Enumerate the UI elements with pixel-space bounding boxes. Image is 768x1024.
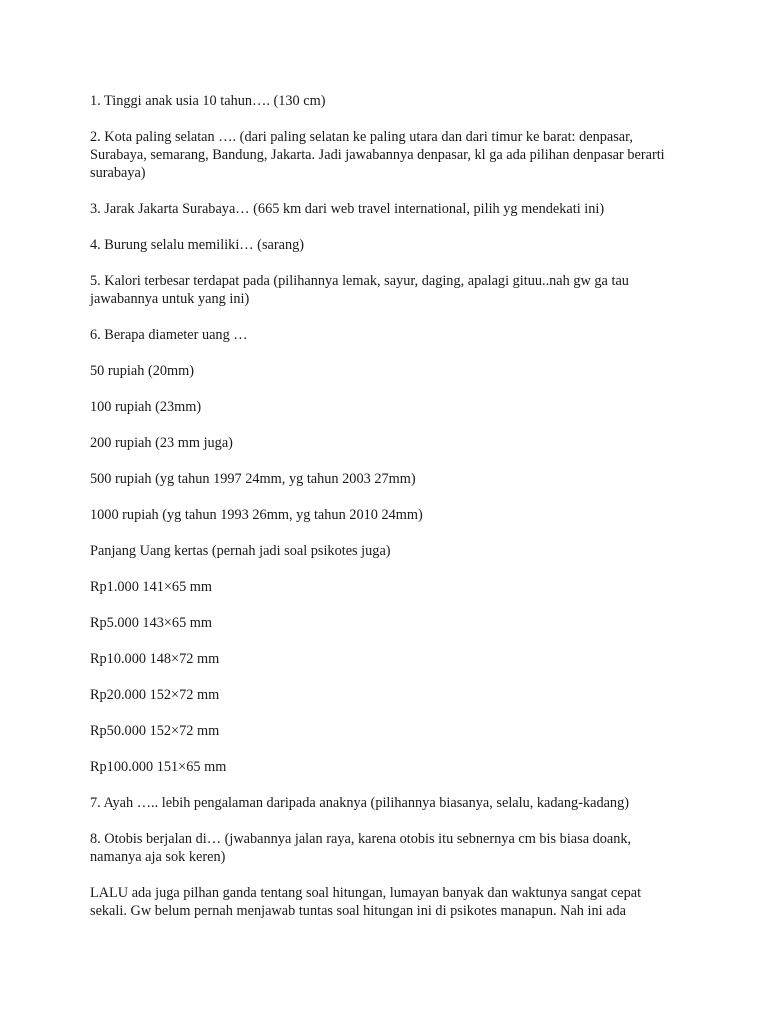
banknote-size-1000: Rp1.000 141×65 mm <box>90 579 213 595</box>
paragraph-question-8: 8. Otobis berjalan di… (jwabannya jalan raya, karena otobis itu sebnernya cm bis biasa doank, namanya aja sok keren) <box>90 831 632 865</box>
banknote-size-20000: Rp20.000 152×72 mm <box>90 687 220 703</box>
coin-diameter-500: 500 rupiah (yg tahun 1997 24mm, yg tahun 2003 27mm) <box>90 471 416 487</box>
paragraph-question-5: 5. Kalori terbesar terdapat pada (pilihannya lemak, sayur, daging, apalagi gituu..nah gw ga tau jawabannya untuk yang ini) <box>90 273 629 307</box>
paragraph-question-4: 4. Burung selalu memiliki… (sarang) <box>90 237 305 253</box>
coin-diameter-50: 50 rupiah (20mm) <box>90 363 195 379</box>
coin-diameter-1000: 1000 rupiah (yg tahun 1993 26mm, yg tahun 2010 24mm) <box>90 507 423 523</box>
paragraph-closing: LALU ada juga pilhan ganda tentang soal hitungan, lumayan banyak dan waktunya sangat cepat sekali. Gw belum pernah menjawab tuntas soal hitungan ini di psikotes manapun. Nah ini ada <box>90 885 642 919</box>
banknote-size-100000: Rp100.000 151×65 mm <box>90 759 227 775</box>
paragraph-question-7: 7. Ayah ….. lebih pengalaman daripada anaknya (pilihannya biasanya, selalu, kadang-kadang) <box>90 795 629 811</box>
banknote-size-10000: Rp10.000 148×72 mm <box>90 651 220 667</box>
paragraph-question-3: 3. Jarak Jakarta Surabaya… (665 km dari web travel international, pilih yg mendekati ini) <box>90 201 605 217</box>
banknote-size-5000: Rp5.000 143×65 mm <box>90 615 213 631</box>
document-body <box>90 92 680 938</box>
paragraph-question-6: 6. Berapa diameter uang … <box>90 327 248 343</box>
banknote-length-heading: Panjang Uang kertas (pernah jadi soal psikotes juga) <box>90 543 391 559</box>
coin-diameter-200: 200 rupiah (23 mm juga) <box>90 435 233 451</box>
paragraph-question-2: 2. Kota paling selatan …. (dari paling selatan ke paling utara dan dari timur ke barat: denpasar, Surabaya, semarang, Bandung, Jakarta. Jadi jawabannya denpasar, kl ga ada pilihan denpasar berarti surabaya) <box>90 129 665 181</box>
coin-diameter-100: 100 rupiah (23mm) <box>90 399 202 415</box>
banknote-size-50000: Rp50.000 152×72 mm <box>90 723 220 739</box>
paragraph-question-1: 1. Tinggi anak usia 10 tahun…. (130 cm) <box>90 93 326 109</box>
